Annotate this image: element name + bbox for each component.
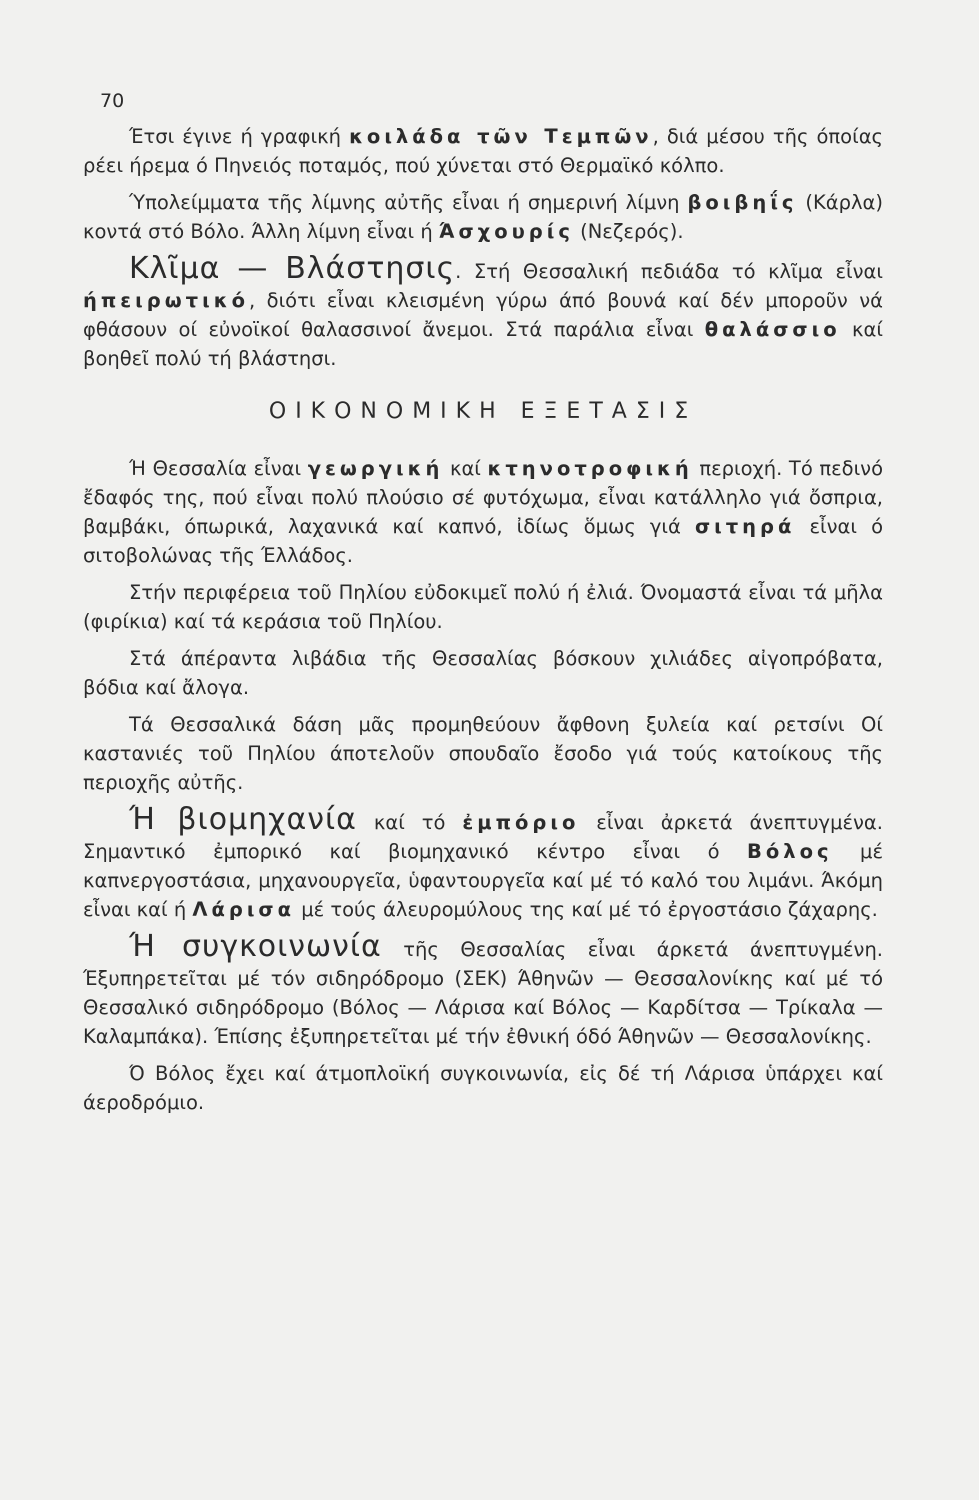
text: περιοχή. Τό πεδινό ἔδαφός της, πού εἶναι πολύ πλούσιο σέ φυτόχωμα, εἶναι κατάλληλο γιά ὄσπρια, βαμβάκι, όπωρικά, λαχανικά καί καπνό, ἰδίως ὅμως γιά: [83, 457, 883, 538]
emphasis-agricultural: γεωργική: [307, 457, 444, 480]
emphasis-larisa: Λάρισα: [192, 898, 296, 921]
emphasis-ascharis: Άσχουρίς: [438, 220, 574, 243]
emphasis-volos: Βόλος: [747, 840, 833, 863]
section-heading: ΟΙΚΟΝΟΜΙΚΗ ΕΞΕΤΑΣΙΣ: [268, 399, 698, 424]
text: εἶναι ἀρκετά άνεπτυγμένα. Σημαντικό ἐμπορικό καί βιομηχανικό κέντρο εἶναι ό: [83, 811, 883, 863]
emphasis-continental: ήπειρωτικό: [83, 289, 249, 312]
text: Ή Θεσσαλία εἶναι: [129, 457, 308, 480]
paragraph-agriculture: [83, 454, 883, 570]
emphasis-livestock: κτηνοτροφική: [487, 457, 693, 480]
page-body: [83, 122, 883, 1125]
paragraph-tempi: [83, 122, 883, 180]
paragraph-industry: [83, 802, 883, 924]
paragraph-pelion: Στήν περιφέρεια τοῦ Πηλίου εὐδοκιμεῖ πολύ ή ἐλιά. Όνομαστά εἶναι τά μῆλα (φιρίκια) καί τά κεράσια τοῦ Πηλίου.: [83, 581, 883, 633]
text: μέ καπνεργοστάσια, μηχανουργεῖα, ὑφαντουργεῖα καί μέ τό καλό του λιμάνι. Άκόμη εἶναι καί ή: [83, 840, 883, 921]
text: . Στή Θεσσαλική πεδιάδα τό κλῖμα εἶναι: [455, 260, 883, 283]
paragraph-pastures: Στά άπέραντα λιβάδια τῆς Θεσσαλίας βόσκουν χιλιάδες αἰγοπρόβατα, βόδια καί ἄλογα.: [83, 647, 883, 699]
paragraph-climate: [83, 251, 883, 373]
text: , διότι εἶναι κλεισμένη γύρω άπό βουνά καί δέν μποροῦν νά φθάσουν οί εὐνοϊκοί θαλασσινοί ἄνεμοι. Στά παράλια εἶναι: [83, 289, 883, 341]
page-number: 70: [100, 90, 125, 112]
emphasis-maritime: θαλάσσιο: [704, 318, 841, 341]
emphasis-commerce: ἐμπόριο: [462, 811, 580, 834]
climate-subheading: Κλῖμα — Βλάστησις: [129, 251, 456, 286]
paragraph-transport: [83, 929, 883, 1051]
text: (Νεζερός).: [573, 220, 684, 243]
text: , διά μέσου τῆς όποίας ρέει ήρεμα ό Πηνειός ποταμός, πού χύνεται στό Θερμαϊκό κόλπο.: [83, 125, 883, 177]
text: τῆς Θεσσαλίας εἶναι άρκετά άνεπτυγμένη. Έξυπηρετεῖται μέ τόν σιδηρόδρομο (ΣΕΚ) Άθηνῶν — Θεσσαλονίκης καί μέ τό Θεσσαλικό σιδηρόδρομο (Βόλος — Λάρισα καί Βόλος — Καρδίτσα — Τρίκαλα — Καλαμπάκα). Έπίσης ἐξυπηρετεῖται μέ τήν ἐθνική όδό Άθηνῶν — Θεσσαλονίκης.: [83, 938, 883, 1048]
emphasis-cereals: σιτηρά: [694, 515, 796, 538]
text: μέ τούς άλευρομύλους της καί μέ τό ἐργοστάσιο ζάχαρης.: [295, 898, 878, 921]
text: καί βοηθεῖ πολύ τή βλάστησι.: [83, 318, 883, 370]
paragraph-lakes: [83, 188, 883, 246]
paragraph-forests: Τά Θεσσαλικά δάση μᾶς προμηθεύουν ἄφθονη ξυλεία καί ρετσίνι Οί καστανιές τοῦ Πηλίου άποτελοῦν σπουδαῖο ἔσοδο γιά τούς κατοίκους τῆς περιοχῆς αὐτῆς.: [83, 713, 883, 794]
text: Έτσι έγινε ή γραφική: [129, 125, 350, 148]
emphasis-tempi: κοιλάδα τῶν Τεμπῶν: [349, 125, 653, 148]
industry-subheading: Ή βιομηχανία: [129, 802, 357, 837]
text: Ύπολείμματα τῆς λίμνης αὐτῆς εἶναι ή σημερινή λίμνη: [129, 191, 688, 214]
text: (Κάρλα) κοντά στό Βόλο. Άλλη λίμνη εἶναι ή: [83, 191, 884, 243]
text: καί: [443, 457, 488, 480]
paragraph-volos-transport: Ό Βόλος ἔχει καί άτμοπλοϊκή συγκοινωνία, εἰς δέ τή Λάρισα ὑπάρχει καί άεροδρόμιο.: [83, 1062, 883, 1114]
text: καί τό: [356, 811, 463, 834]
transport-subheading: Ή συγκοινωνία: [129, 929, 382, 964]
emphasis-voiviis: βοιβηΐς: [687, 191, 798, 214]
text: εἶναι ό σιτοβολώνας τῆς Έλλάδος.: [83, 515, 883, 567]
